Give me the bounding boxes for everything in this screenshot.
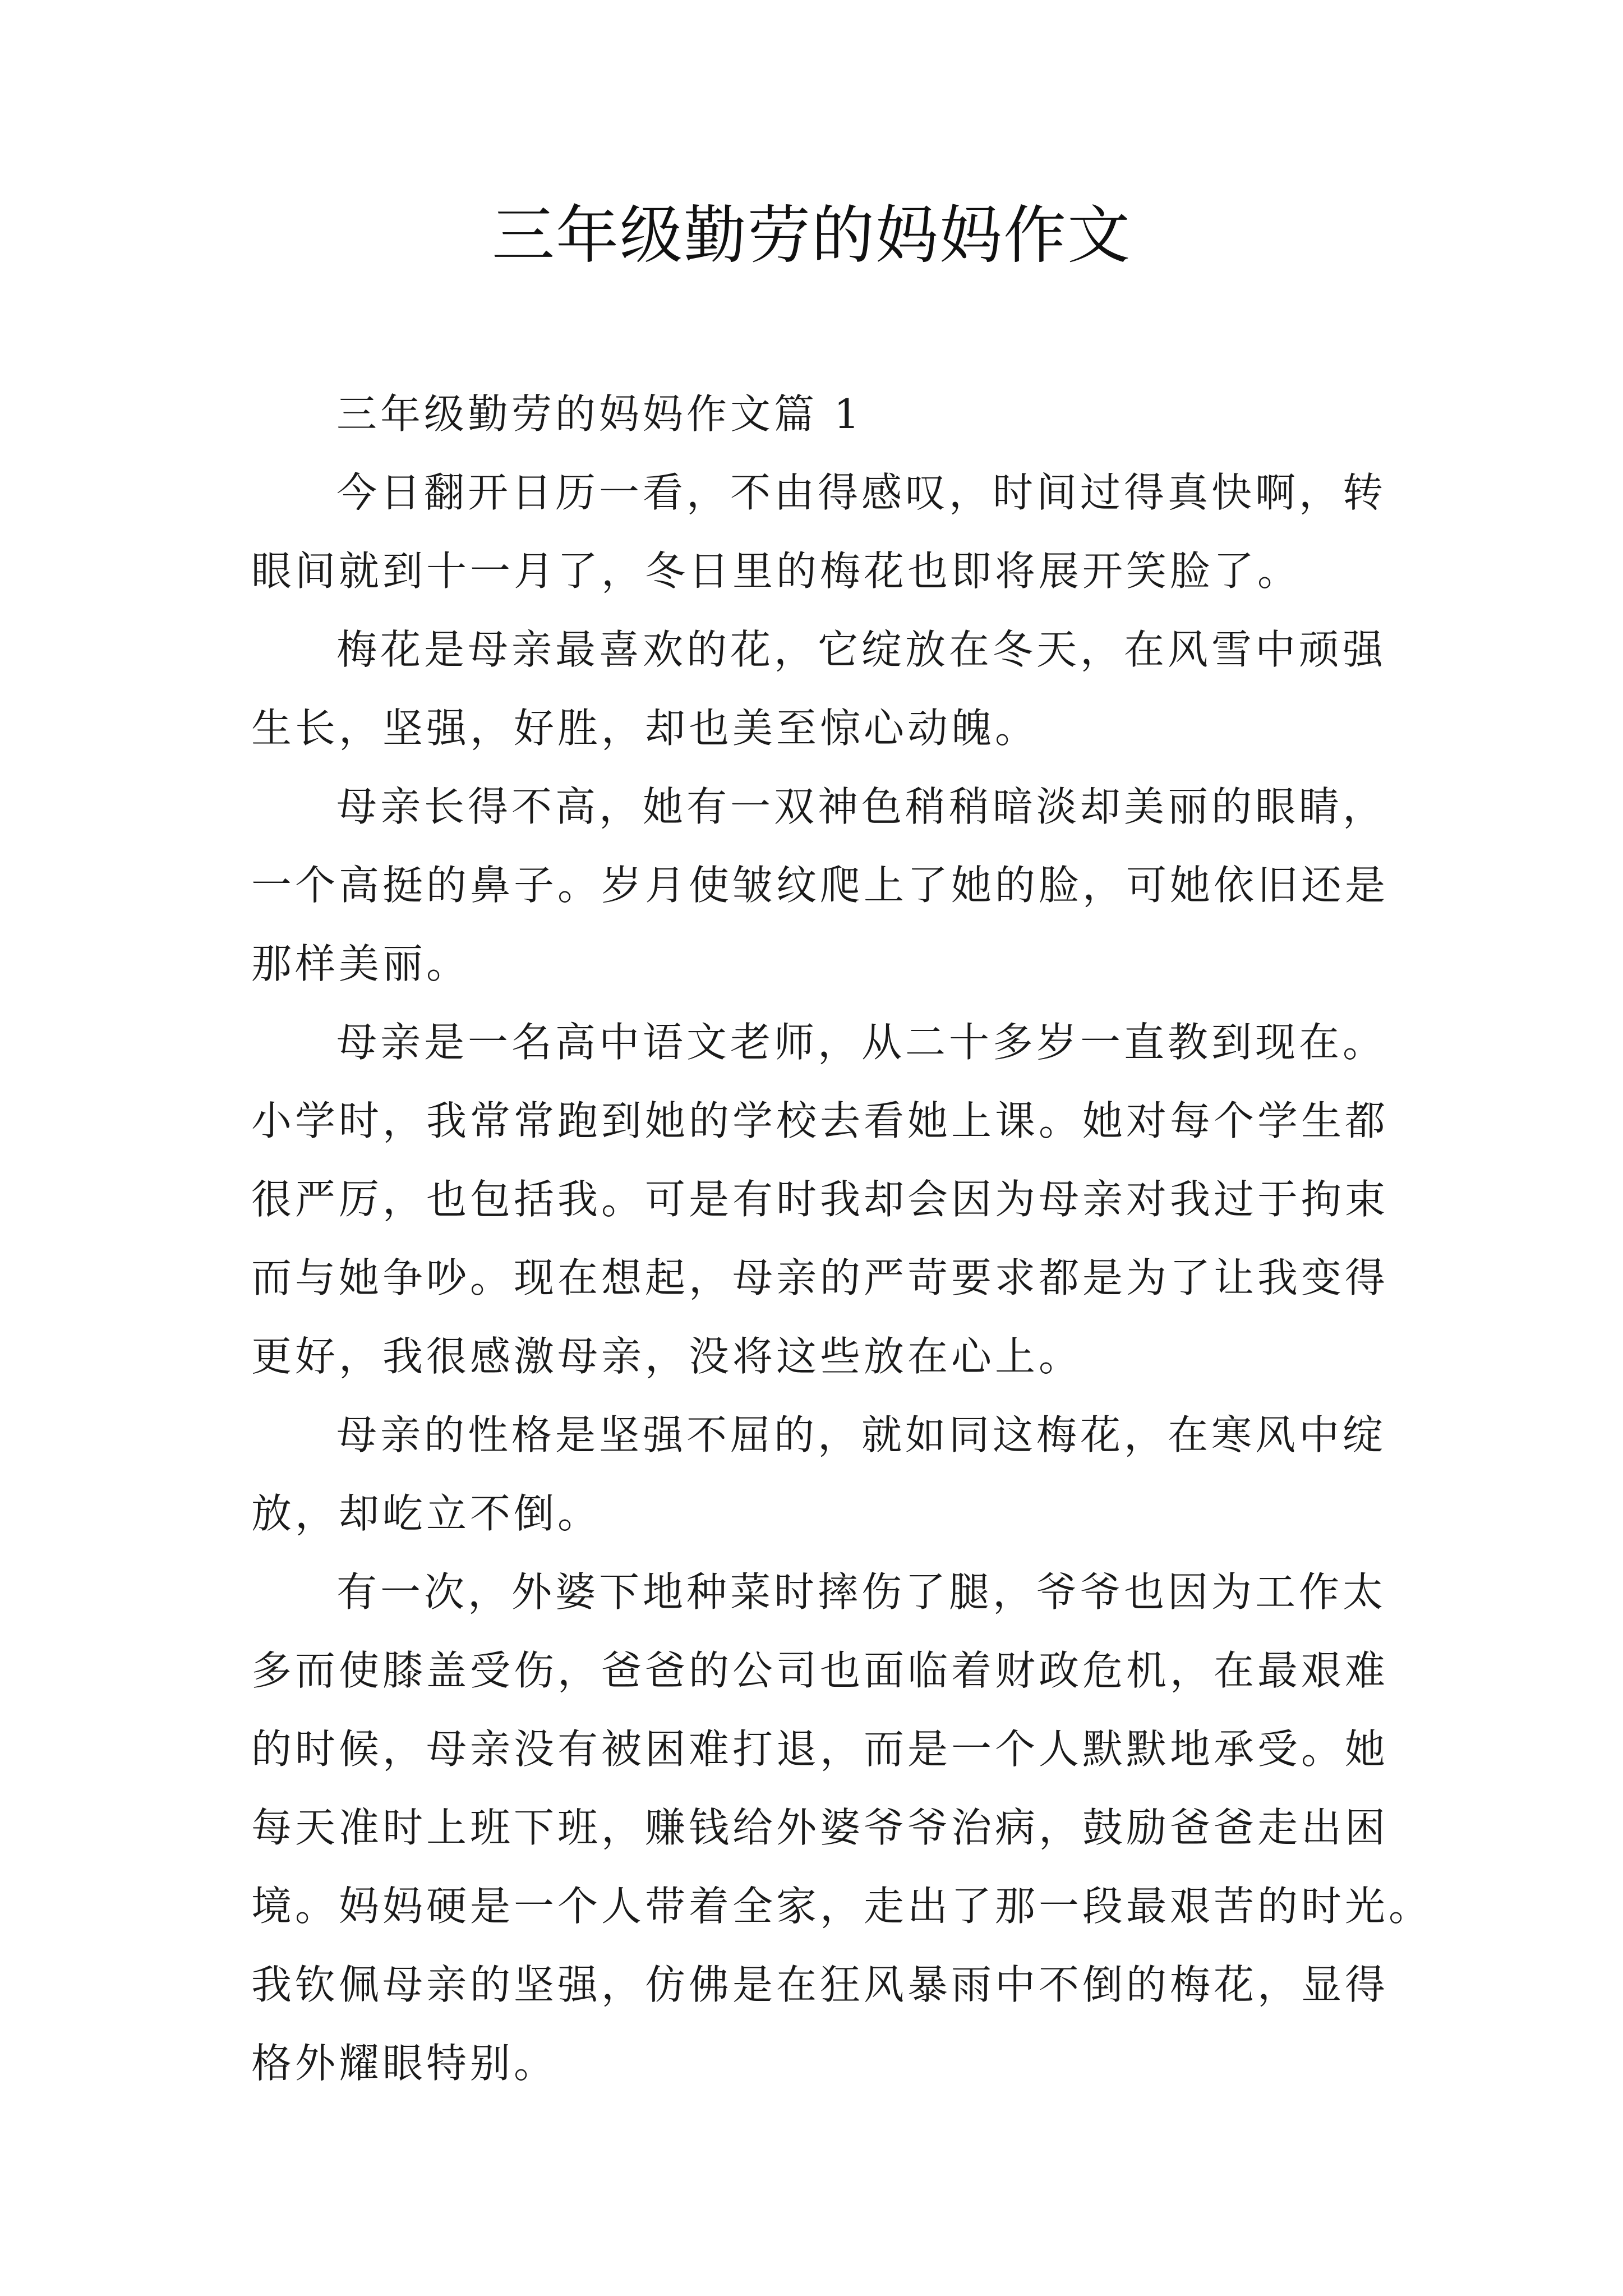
text-line: 那样美丽。	[251, 940, 471, 987]
text-line: 小学时，我常常跑到她的学校去看她上课。她对每个学生都	[251, 1097, 1389, 1144]
text-line: 很严厉，也包括我。可是有时我却会因为母亲对我过于拘束	[251, 1176, 1389, 1223]
text-line: 今日翻开日历一看，不由得感叹，时间过得真快啊，转	[336, 469, 1387, 516]
text-line: 每天准时上班下班，赚钱给外婆爷爷治病，鼓励爸爸走出困	[251, 1804, 1389, 1851]
text-line: 境。妈妈硬是一个人带着全家，走出了那一段最艰苦的时光。	[251, 1883, 1433, 1930]
text-line: 格外耀眼特别。	[251, 2040, 558, 2087]
text-line: 梅花是母亲最喜欢的花，它绽放在冬天，在风雪中顽强	[336, 626, 1387, 673]
text-line: 有一次，外婆下地种菜时摔伤了腿，爷爷也因为工作太	[336, 1568, 1387, 1616]
text-line: 的时候，母亲没有被困难打退，而是一个人默默地承受。她	[251, 1726, 1389, 1773]
text-line: 母亲长得不高，她有一双神色稍稍暗淡却美丽的眼睛，	[336, 783, 1387, 830]
text-line: 放，却屹立不倒。	[251, 1490, 602, 1537]
text-line: 生长，坚强，好胜，却也美至惊心动魄。	[251, 705, 1039, 752]
text-line: 母亲的性格是坚强不屈的，就如同这梅花，在寒风中绽	[336, 1411, 1387, 1458]
text-line: 更好，我很感激母亲，没将这些放在心上。	[251, 1333, 1083, 1380]
document-title: 三年级勤劳的妈妈作文	[492, 199, 1131, 272]
text-line: 眼间就到十一月了，冬日里的梅花也即将展开笑脸了。	[251, 547, 1302, 595]
text-line: 多而使膝盖受伤，爸爸的公司也面临着财政危机，在最艰难	[251, 1647, 1389, 1694]
text-line: 我钦佩母亲的坚强，仿佛是在狂风暴雨中不倒的梅花，显得	[251, 1961, 1389, 2008]
text-line: 而与她争吵。现在想起，母亲的严苛要求都是为了让我变得	[251, 1254, 1389, 1301]
text-line: 母亲是一名高中语文老师，从二十多岁一直教到现在。	[336, 1019, 1387, 1066]
section-heading: 三年级勤劳的妈妈作文篇 1	[336, 390, 863, 438]
text-line: 一个高挺的鼻子。岁月使皱纹爬上了她的脸，可她依旧还是	[251, 862, 1389, 909]
